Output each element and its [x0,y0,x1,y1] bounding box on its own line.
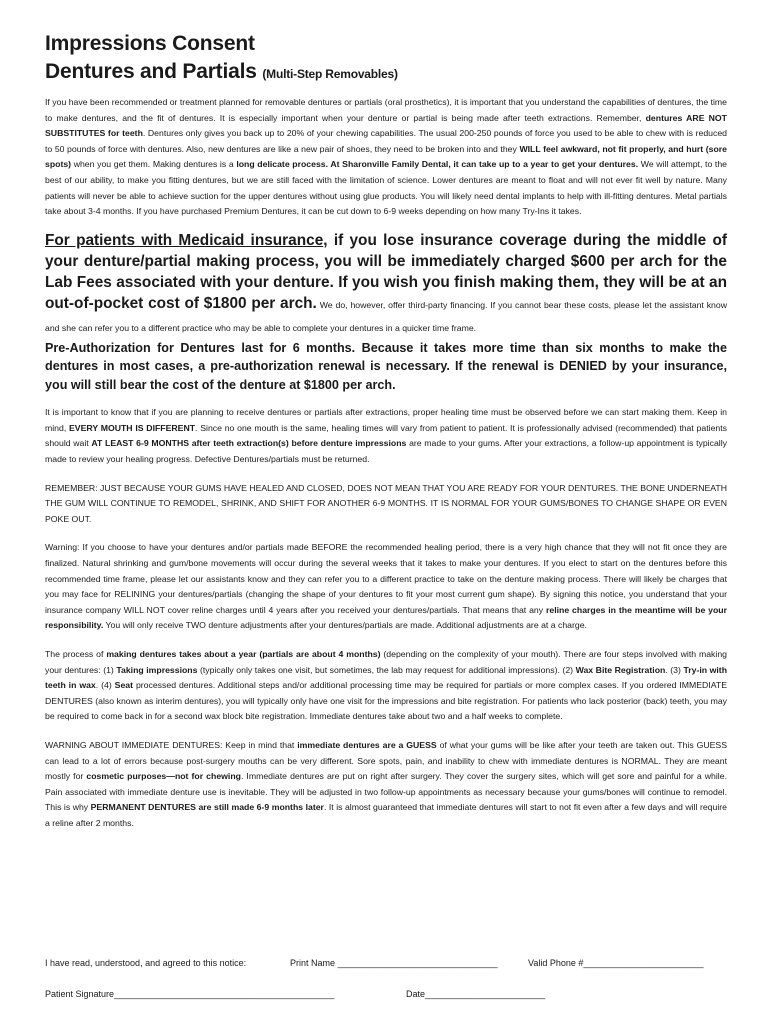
consent-document [45,30,727,832]
remember-paragraph: REMEMBER: JUST BECAUSE YOUR GUMS HAVE HEALED AND CLOSED, DOES NOT MEAN THAT YOU ARE READY FOR YOUR DENTURES. THE BONE UNDERNEATH THE GUM WILL CONTINUE TO REMODEL, SHRINK, AND SHIFT FOR ANOTHER 6-9 MONTHS. IT IS NORMAL FOR YOUR GUMS/BONES TO CHANGE SHAPE OR EVEN POKE OUT. [45,482,727,524]
print-name-field[interactable]: Print Name ________________________________ [290,958,498,968]
date-field[interactable]: Date________________________ [406,989,546,999]
immediate-dentures-paragraph: WARNING ABOUT IMMEDIATE DENTURES: Keep in mind that immediate dentures are a GUESS of what your gums will be like after your teeth are taken out. This GUESS can lead to a lot of errors because post-surgery mouths can be very different. Sore spots, pain, and inability to chew with immediate dentures is NORMAL. They are meant mostly for cosmetic purposes—not for chewing. Immediate dentures are put on right after surgery. They cover the surgery sites, which will get sore and painful for a while. Pain associated with immediate denture use is inevitable. They will be adjusted in two follow-up appointments as necessary because your gums/bones will continue to remodel. This is why PERMANENT DENTURES are still made 6-9 months later. It is almost guaranteed that immediate dentures will start to not fit even after a few days and will require a reline after 2 months. [45,739,727,828]
title-line-1: Impressions Consent [45,32,255,55]
medicaid-heading: For patients with Medicaid insurance [45,231,324,249]
agree-statement: I have read, understood, and agreed to this notice: [45,958,247,968]
healing-paragraph: It is important to know that if you are planning to receive dentures or partials after extractions, proper healing time must be observed before we can start making them. Keep in mind, EVERY MOUTH IS DIFFERENT. Since no one mouth is the same, healing times will vary from patient to patient. It is professionally advised (recommended) that patients should wait AT LEAST 6-9 MONTHS after teeth extraction(s) before denture impressions are made to your gums. After your extractions, a follow-up appointment is typically made to review your healing progress. Defective Dentures/partials must be returned. [45,407,727,465]
phone-field[interactable]: Valid Phone #________________________ [528,958,704,968]
title-subtitle: (Multi-Step Removables) [262,67,398,81]
patient-signature-field[interactable]: Patient Signature____________________________________________ [45,989,335,999]
medicaid-paragraph: For patients with Medicaid insurance, if you lose insurance coverage during the middle of your denture/partial making process, you will be immediately charged $600 per arch for the Lab Fees associated with your denture. If you wish you finish making them, they will be at an out-of-pocket cost of $1800 per arch. We do, however, offer third-party financing. If you cannot bear these costs, please let the assistant know and she can refer you to a different practice who may be able to complete your dentures in a quicker time frame. [45,231,727,333]
process-paragraph: The process of making dentures takes about a year (partials are about 4 months) (depending on the complexity of your mouth). There are four steps involved with making your dentures: (1) Taking impressions (typically only takes one visit, but sometimes, the lab may request for additional impressions). (2) Wax Bite Registration. (3) Try-in with teeth in wax. (4) Seat processed dentures. Additional steps and/or additional processing time may be required for partials or more complex cases. If you ordered IMMEDIATE DENTURES (also known as interim dentures), you will typically only have one visit for the impressions and bite registration. For patients who lack posterior (back) teeth, you may be required to come back in for a second wax block bite registration. Immediate dentures take about two and a half weeks to complete. [45,648,728,722]
intro-paragraph: If you have been recommended or treatment planned for removable dentures or partials (oral prosthetics), it is important that you understand the capabilities of dentures, the time to make dentures, and the fit of dentures. It is especially important when your denture or partial is being made after teeth extractions. Remember, dentures ARE NOT SUBSTITUTES for teeth. Dentures only gives you back up to 20% of your chewing capabilities. The usual 200-250 pounds of force you used to be able to chew with is reduced to 50 pounds of force with dentures. Also, new dentures are like a new pair of shoes, they need to be broken into and they WILL feel awkward, not fit properly, and hurt (sore spots) when you get them. Making dentures is a long delicate process. At Sharonville Family Dental, it can take up to a year to get your dentures. We will attempt, to the best of our ability, to make you fitting dentures, but we are still faced with the limitation of science. Lower dentures are meant to float and will not ever fit well by nature. Many patients will never be able to achieve suction for the upper dentures without using glue products. You will likely need dental implants to help with ill-fitting dentures. Metal partials take about 3-4 months. If you have purchased Premium Dentures, it can be cut down to 6-9 weeks depending on how many Try-Ins it takes. [45,97,727,217]
warning-paragraph: Warning: If you choose to have your dentures and/or partials made BEFORE the recommended healing period, there is a very high chance that they will not fit once they are finalized. Natural shrinking and gum/bone movements will occur during the several weeks that it takes to make your dentures. If you elect to start on the dentures before this recommended time frame, please let our assistants know and they can refer you to a different practice to take on the denture making process. There will likely be charges that you may face for RELINING your dentures/partials (changing the shape of your dentures to fit your most current gum shape). By signing this notice, you understand that your insurance company WILL NOT cover reline charges until 4 years after you received your dentures/partials. That means that any reline charges in the meantime will be your responsibility. You will only receive TWO denture adjustments after your dentures/partials are made. Additional adjustments are at a charge. [45,542,727,631]
title-line-2: Dentures and Partials (Multi-Step Removables) [45,60,398,83]
preauth-paragraph: Pre-Authorization for Dentures last for 6 months. Because it takes more time than six months to make the dentures in most cases, a pre-authorization renewal is necessary. If the renewal is DENIED by your insurance, you will still bear the cost of the denture at $1800 per arch. [45,340,727,392]
